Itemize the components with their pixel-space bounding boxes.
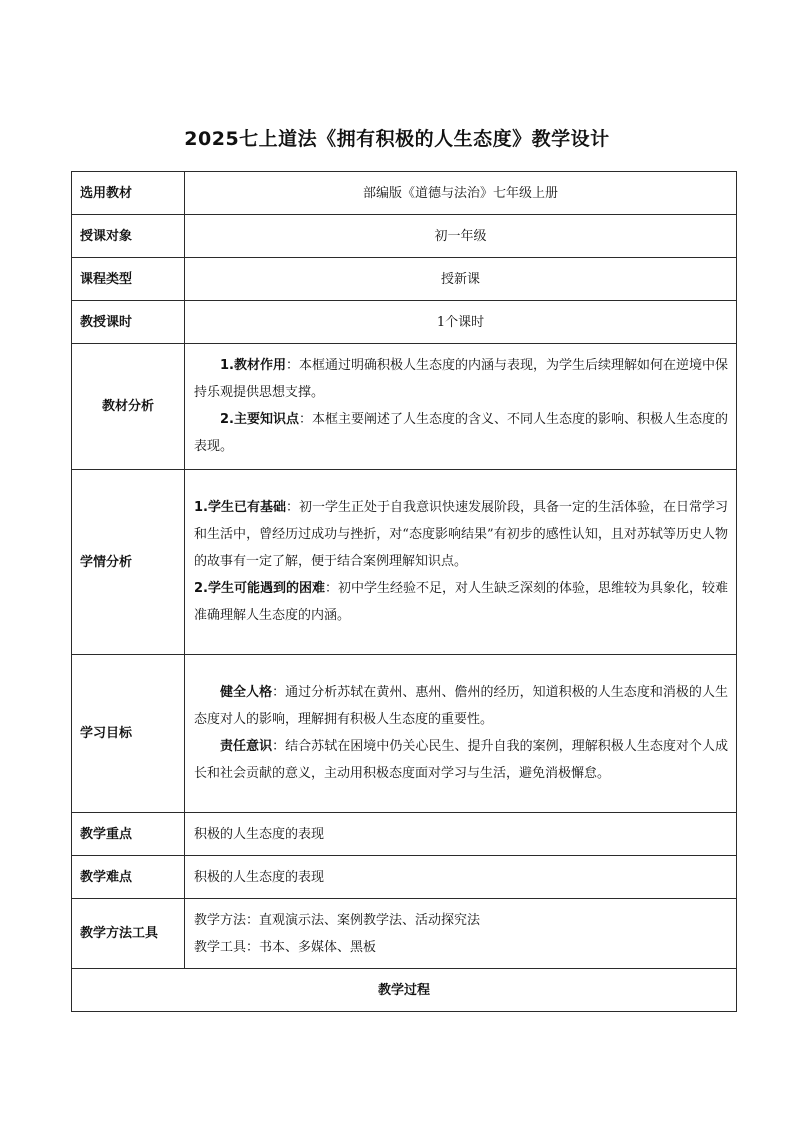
difficulties-heading: 2.学生可能遇到的困难 — [194, 581, 325, 596]
row-value-objectives — [185, 655, 737, 813]
objective-personality-heading: 健全人格 — [220, 685, 273, 700]
table-row-audience — [72, 215, 737, 258]
table-row-material-analysis — [72, 344, 737, 470]
learner-analysis-paragraph-1 — [194, 494, 728, 575]
material-analysis-paragraph-1 — [194, 352, 728, 406]
table-row-difficulty — [72, 856, 737, 899]
objective-responsibility-text: ：结合苏轼在困境中仍关心民生、提升自我的案例，理解积极人生态度对个人成长和社会贡献的意义，主动用积极态度面对学习与生活，避免消极懈怠。 — [194, 739, 728, 781]
row-label-objectives: 学习目标 — [72, 655, 185, 813]
row-value-audience: 初一年级 — [185, 215, 737, 258]
row-value-learner-analysis — [185, 470, 737, 655]
learner-analysis-paragraph-2 — [194, 575, 728, 629]
row-label-difficulty: 教学难点 — [72, 856, 185, 899]
row-label-course-type: 课程类型 — [72, 258, 185, 301]
table-row-process-heading — [72, 969, 737, 1012]
objective-responsibility-heading: 责任意识 — [220, 739, 273, 754]
objective-personality-text: ：通过分析苏轼在黄州、惠州、儋州的经历，知道积极的人生态度和消极的人生态度对人的影响，理解拥有积极人生态度的重要性。 — [194, 685, 728, 727]
prior-knowledge-text: ：初一学生正处于自我意识快速发展阶段，具备一定的生活体验，在日常学习和生活中，曾经历过成功与挫折，对“态度影响结果”有初步的感性认知，且对苏轼等历史人物的故事有一定了解，便于结合案例理解知识点。 — [194, 500, 728, 569]
row-label-learner-analysis: 学情分析 — [72, 470, 185, 655]
row-value-methods-tools — [185, 899, 737, 969]
difficulties-text: ：初中学生经验不足，对人生缺乏深刻的体验，思维较为具象化，较难准确理解人生态度的内涵。 — [194, 581, 728, 623]
key-knowledge-text: ：本框主要阐述了人生态度的含义、不同人生态度的影响、积极人生态度的表现。 — [194, 412, 728, 454]
table-row-periods — [72, 301, 737, 344]
row-label-audience: 授课对象 — [72, 215, 185, 258]
table-row-textbook — [72, 172, 737, 215]
row-value-course-type: 授新课 — [185, 258, 737, 301]
table-row-key-point — [72, 813, 737, 856]
row-value-key-point: 积极的人生态度的表现 — [185, 813, 737, 856]
row-label-periods: 教授课时 — [72, 301, 185, 344]
objective-paragraph-1 — [194, 679, 728, 733]
key-knowledge-heading: 2.主要知识点 — [220, 412, 299, 427]
material-analysis-paragraph-2 — [194, 406, 728, 460]
row-value-periods: 1个课时 — [185, 301, 737, 344]
row-label-material-analysis: 教材分析 — [72, 344, 185, 470]
material-role-text: ：本框通过明确积极人生态度的内涵与表现，为学生后续理解如何在逆境中保持乐观提供思想支撑。 — [194, 358, 728, 400]
table-row-course-type — [72, 258, 737, 301]
material-role-heading: 1.教材作用 — [220, 358, 286, 373]
table-row-methods-tools — [72, 899, 737, 969]
row-label-textbook: 选用教材 — [72, 172, 185, 215]
row-value-textbook: 部编版《道德与法治》七年级上册 — [185, 172, 737, 215]
objective-paragraph-2 — [194, 733, 728, 787]
document-title: 2025七上道法《拥有积极的人生态度》教学设计 — [184, 128, 610, 150]
prior-knowledge-heading: 1.学生已有基础 — [194, 500, 286, 515]
row-value-material-analysis — [185, 344, 737, 470]
teaching-process-heading: 教学过程 — [72, 969, 737, 1012]
teaching-methods-line: 教学方法：直观演示法、案例教学法、活动探究法 — [194, 912, 481, 928]
row-value-difficulty: 积极的人生态度的表现 — [185, 856, 737, 899]
lesson-design-table — [71, 171, 737, 1012]
table-row-objectives — [72, 655, 737, 813]
teaching-tools-line: 教学工具：书本、多媒体、黑板 — [194, 939, 377, 955]
table-row-learner-analysis — [72, 470, 737, 655]
row-label-key-point: 教学重点 — [72, 813, 185, 856]
row-label-methods-tools: 教学方法工具 — [72, 899, 185, 969]
